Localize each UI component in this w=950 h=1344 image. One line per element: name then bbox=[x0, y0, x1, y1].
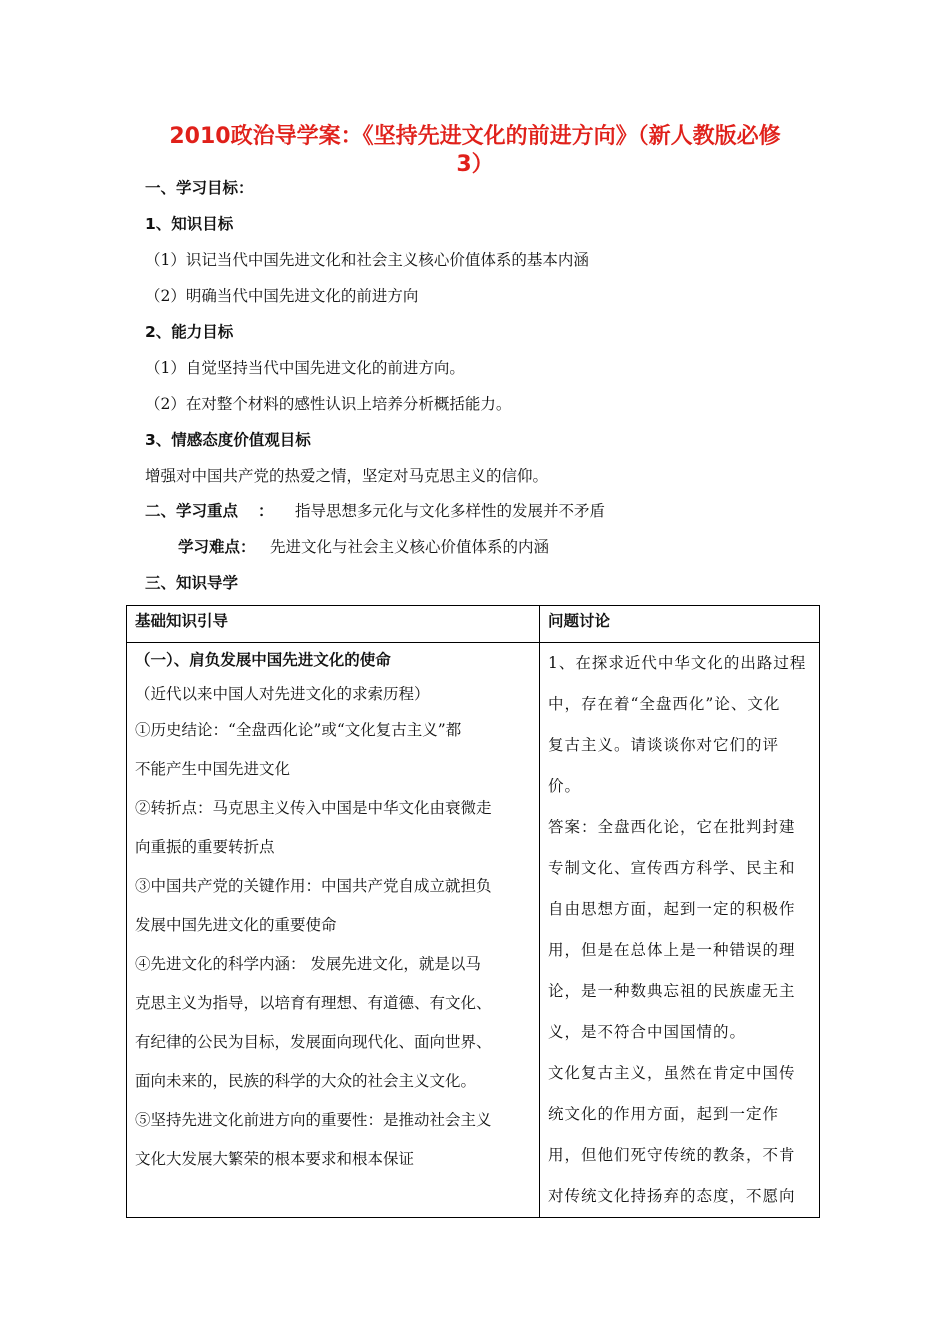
table-header-row bbox=[127, 606, 820, 643]
discussion-line: 统文化的作用方面，起到一定作 bbox=[548, 1105, 780, 1123]
key-points-colon: ： bbox=[258, 502, 274, 520]
discussion-cell bbox=[540, 643, 820, 1218]
discussion-line: 用，但他们死守传统的教条，不肯 bbox=[548, 1146, 796, 1164]
knowledge-line: ③中国共产党的关键作用：中国共产党自成立就担负 bbox=[135, 877, 492, 895]
table-header-cell-discussion bbox=[540, 606, 820, 643]
table-header-cell-basic bbox=[127, 606, 540, 643]
discussion-line: 自由思想方面，起到一定的积极作 bbox=[548, 900, 796, 918]
document-title-line-1: 2010政治导学案：《坚持先进文化的前进方向》（新人教版必修 bbox=[169, 124, 781, 149]
knowledge-line: 有纪律的公民为目标，发展面向现代化、面向世界、 bbox=[135, 1033, 492, 1051]
knowledge-line: ④先进文化的科学内涵： 发展先进文化，就是以马 bbox=[135, 955, 481, 973]
ability-goal-2: （2）在对整个材料的感性认识上培养分析概括能力。 bbox=[145, 395, 512, 413]
difficulty-label: 学习难点： bbox=[178, 538, 256, 556]
discussion-line: 1、在探求近代中华文化的出路过程 bbox=[548, 654, 807, 672]
subheading-knowledge-goals: 1、知识目标 bbox=[145, 215, 234, 233]
discussion-line: 复古主义。请谈谈你对它们的评 bbox=[548, 736, 780, 754]
knowledge-line: ①历史结论：“全盘西化论”或“文化复古主义”都 bbox=[135, 721, 462, 739]
knowledge-line: （近代以来中国人对先进文化的求索历程） bbox=[135, 685, 430, 703]
subheading-ability-goals: 2、能力目标 bbox=[145, 323, 234, 341]
knowledge-guide-table bbox=[126, 605, 820, 1218]
discussion-line: 论，是一种数典忘祖的民族虚无主 bbox=[548, 982, 796, 1000]
key-points-text: 指导思想多元化与文化多样性的发展并不矛盾 bbox=[295, 502, 606, 520]
discussion-line: 文化复古主义，虽然在肯定中国传 bbox=[548, 1064, 796, 1082]
discussion-line: 专制文化、宣传西方科学、民主和 bbox=[548, 859, 796, 877]
knowledge-line: 发展中国先进文化的重要使命 bbox=[135, 916, 337, 934]
attitude-goal-text: 增强对中国共产党的热爱之情，坚定对马克思主义的信仰。 bbox=[145, 467, 549, 485]
table-header-discussion: 问题讨论 bbox=[548, 612, 611, 630]
discussion-line: 对传统文化持扬弃的态度，不愿向 bbox=[548, 1187, 796, 1205]
knowledge-line: 克思主义为指导，以培育有理想、有道德、有文化、 bbox=[135, 994, 492, 1012]
discussion-line: 用，但是在总体上是一种错误的理 bbox=[548, 941, 796, 959]
section-heading-knowledge-guide: 三、知识导学 bbox=[145, 574, 239, 592]
knowledge-line: ⑤坚持先进文化前进方向的重要性：是推动社会主义 bbox=[135, 1111, 492, 1129]
discussion-line: 价。 bbox=[548, 777, 582, 795]
discussion-line: 义，是不符合中国国情的。 bbox=[548, 1023, 747, 1041]
knowledge-line: 不能产生中国先进文化 bbox=[135, 760, 291, 778]
table-header-basic-knowledge: 基础知识引导 bbox=[135, 612, 229, 630]
table-body-row bbox=[127, 643, 820, 1218]
section-heading-objectives: 一、学习目标： bbox=[145, 179, 254, 197]
knowledge-line: （一）、肩负发展中国先进文化的使命 bbox=[135, 651, 391, 669]
knowledge-line: 向重振的重要转折点 bbox=[135, 838, 275, 856]
basic-knowledge-cell bbox=[127, 643, 540, 1218]
knowledge-goal-1: （1）识记当代中国先进文化和社会主义核心价值体系的基本内涵 bbox=[145, 251, 589, 269]
knowledge-goal-2: （2）明确当代中国先进文化的前进方向 bbox=[145, 287, 419, 305]
knowledge-line: 文化大发展大繁荣的根本要求和根本保证 bbox=[135, 1150, 415, 1168]
section-heading-key-points: 二、学习重点 bbox=[145, 502, 239, 520]
subheading-attitude-goals: 3、情感态度价值观目标 bbox=[145, 431, 311, 449]
difficulty-text: 先进文化与社会主义核心价值体系的内涵 bbox=[270, 538, 550, 556]
ability-goal-1: （1）自觉坚持当代中国先进文化的前进方向。 bbox=[145, 359, 465, 377]
discussion-line: 中，存在着“全盘西化”论、文化 bbox=[548, 695, 781, 713]
document-title-line-2: 3） bbox=[456, 152, 494, 177]
discussion-line: 答案：全盘西化论，它在批判封建 bbox=[548, 818, 796, 836]
knowledge-line: ②转折点：马克思主义传入中国是中华文化由衰微走 bbox=[135, 799, 492, 817]
knowledge-line: 面向未来的，民族的科学的大众的社会主义文化。 bbox=[135, 1072, 477, 1090]
